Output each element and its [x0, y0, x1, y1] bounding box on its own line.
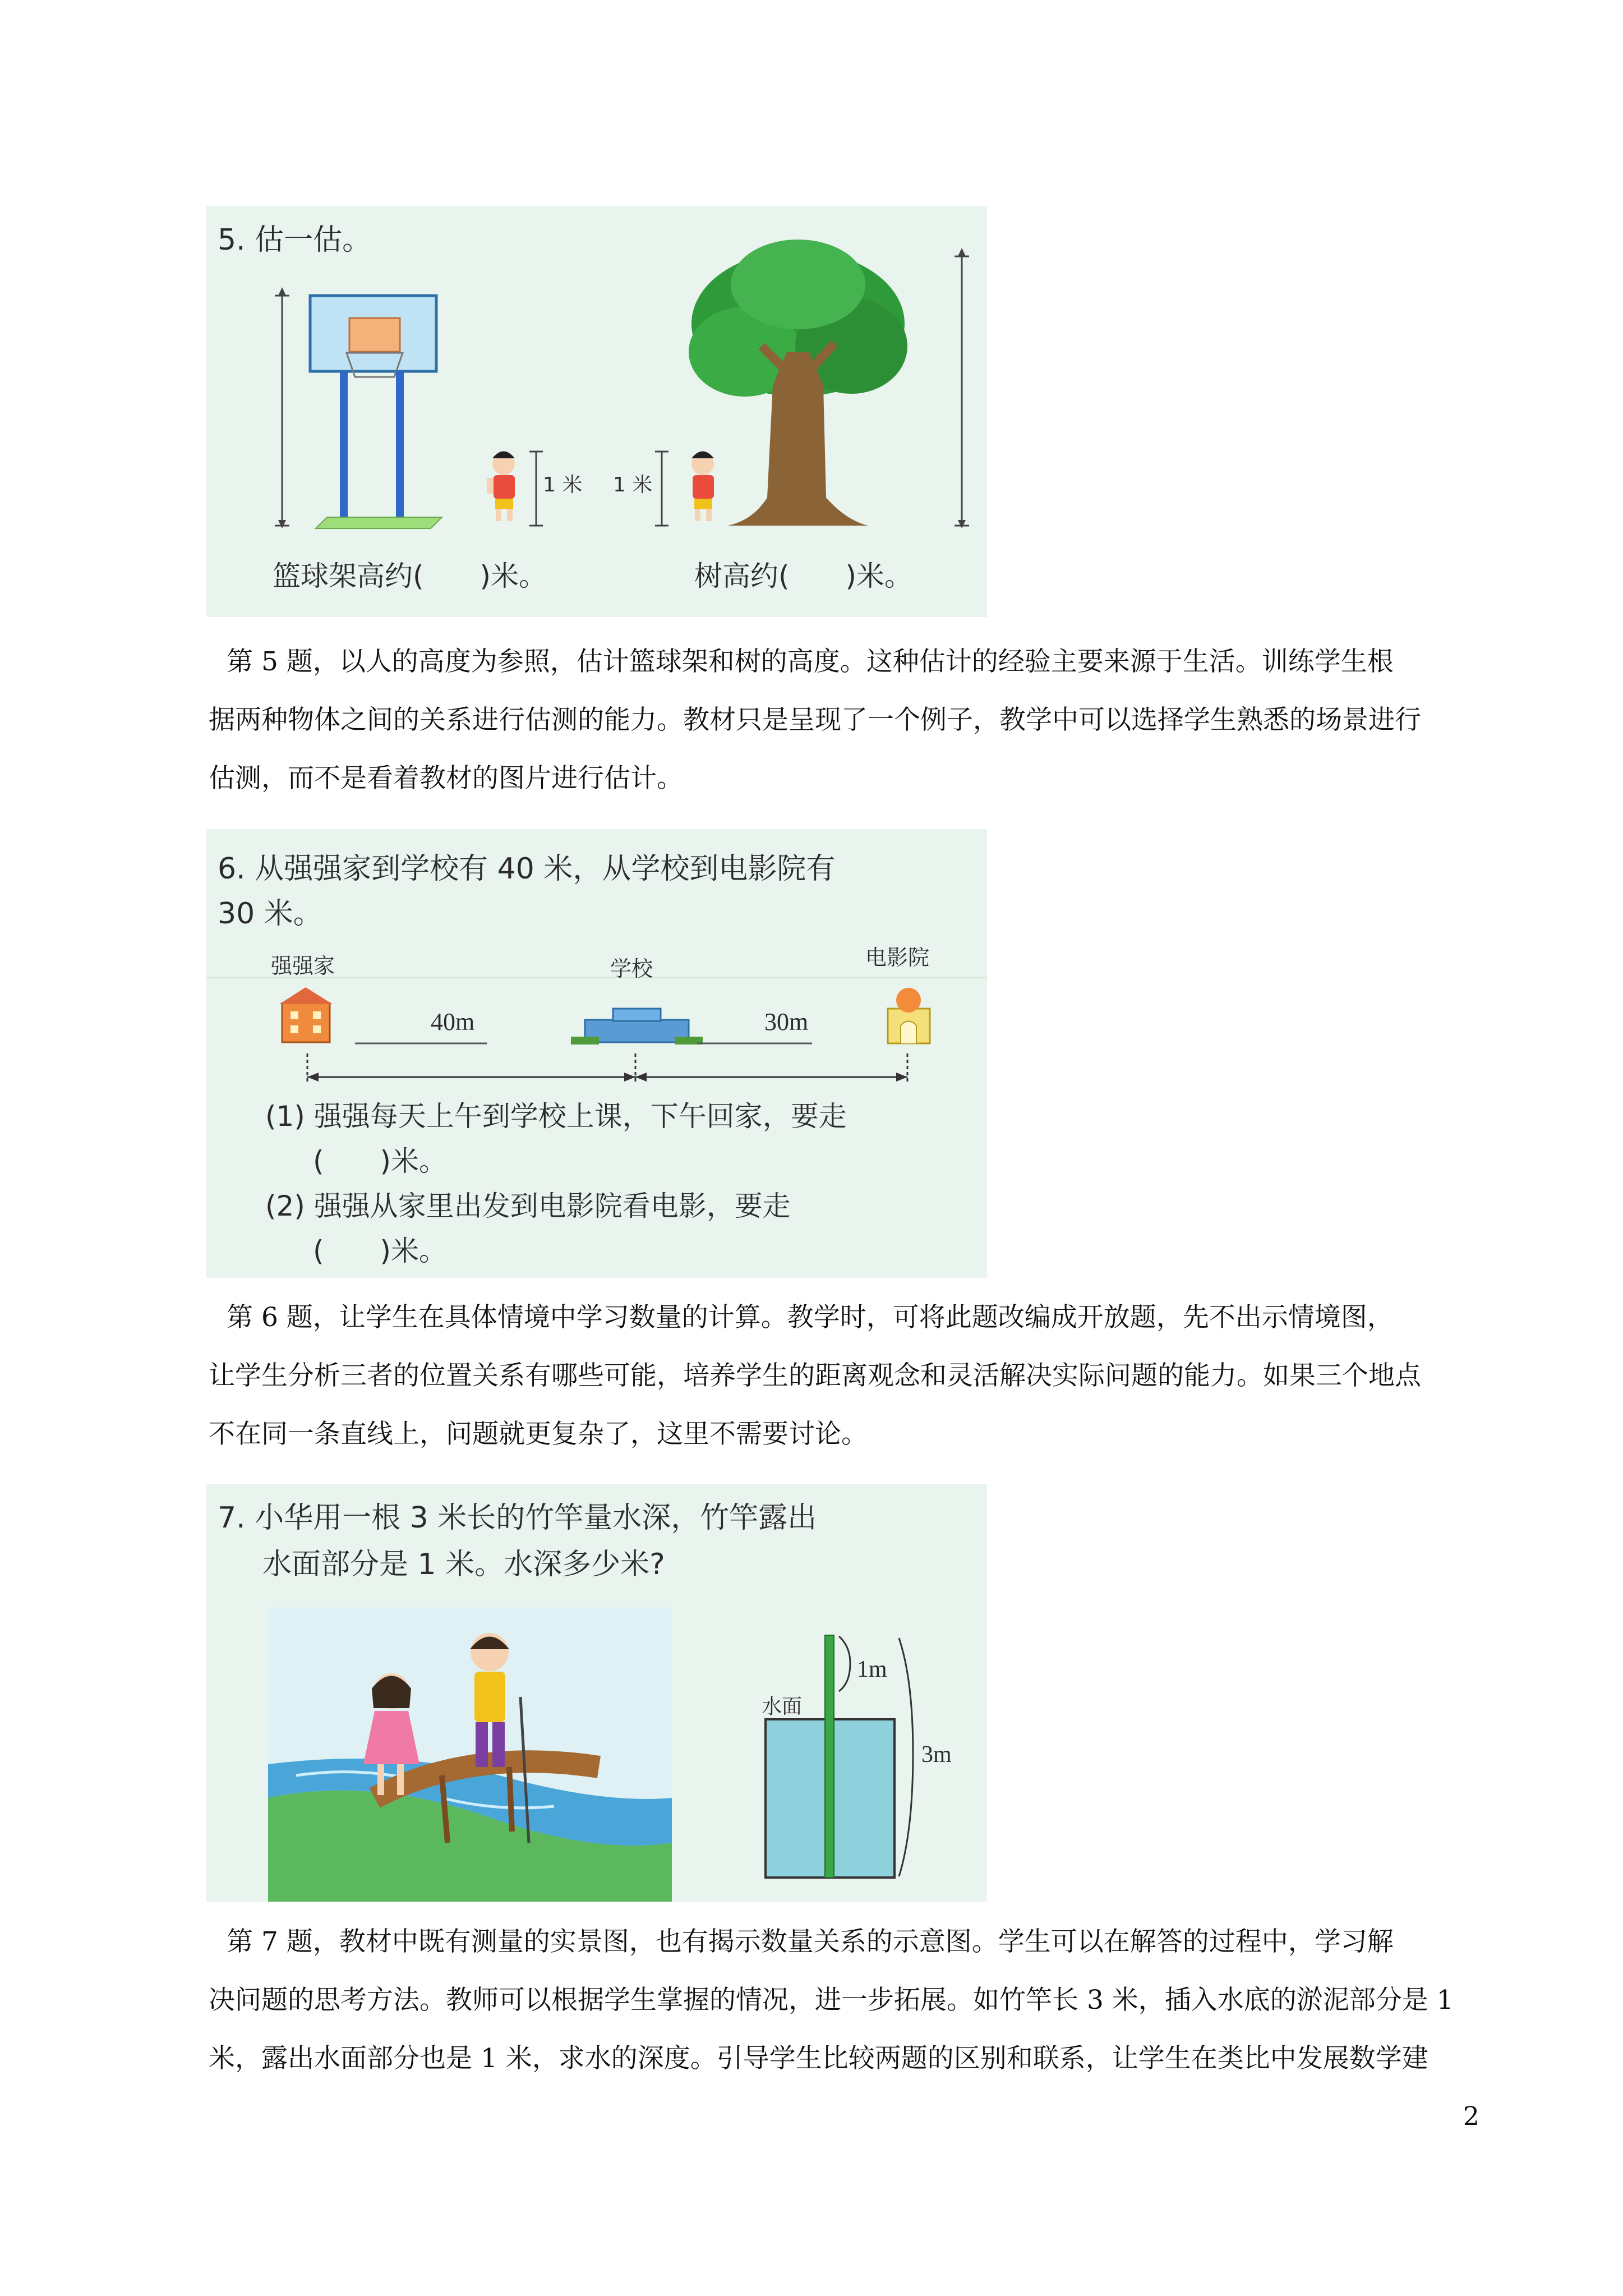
paragraph-line: 估测，而不是看着教材的图片进行估计。: [209, 763, 683, 794]
one-meter-label-b: 1 米: [613, 473, 653, 496]
cinema-label: 电影院: [865, 945, 930, 970]
tree-height-marker: [955, 248, 969, 528]
question-6-2-line-1: (2) 强强从家里出发到电影院看电影，要走: [265, 1190, 791, 1222]
hoop-height-question: 篮球架高约( )米。: [273, 560, 547, 592]
tree-height-question: 树高约( )米。: [694, 560, 913, 592]
pole-total-length-label: 3m: [921, 1742, 952, 1768]
bridge-scene: [268, 1607, 672, 1902]
paragraph-line: 不在同一条直线上，问题就更复杂了，这里不需要讨论。: [209, 1419, 868, 1450]
figure-5-title: 5. 估一估。: [218, 223, 372, 257]
paragraph-question-7: [209, 1913, 1487, 2088]
figure-6-title-line-2: 30 米。: [218, 897, 322, 931]
paragraph-line: 据两种物体之间的关系进行估测的能力。教材只是呈现了一个例子，教学中可以选择学生熟悉的场景进行: [209, 705, 1421, 735]
water-surface-label: 水面: [762, 1695, 803, 1718]
boy-figure: [691, 452, 714, 522]
figure-5-illustration: [206, 206, 987, 617]
pole-above-water-label: 1m: [857, 1657, 887, 1682]
water-depth-diagram: [766, 1635, 913, 1878]
question-6-1-line-1: (1) 强强每天上午到学校上课，下午回家，要走: [265, 1100, 847, 1133]
one-meter-label-a: 1 米: [543, 473, 583, 496]
distance-dimension-line: [307, 1053, 907, 1084]
basketball-hoop: [275, 287, 442, 528]
figure-7-title-line-2: 水面部分是 1 米。水深多少米?: [262, 1548, 665, 1581]
paragraph-line: 第 6 题，让学生在具体情境中学习数量的计算。教学时，可将此题改编成开放题，先不出示情境图，: [227, 1302, 1394, 1333]
figure-7-illustration: [206, 1484, 987, 1902]
paragraph-question-5: [209, 633, 1487, 808]
one-meter-marker-b: [655, 452, 668, 526]
home-building: [279, 987, 333, 1042]
question-6-2-line-2: ( )米。: [313, 1235, 448, 1267]
figure-7-title-line-1: 7. 小华用一根 3 米长的竹竿量水深，竹竿露出: [218, 1501, 817, 1535]
boy-figure: [487, 452, 515, 522]
page-number: 2: [1463, 2101, 1479, 2131]
question-6-1-line-2: ( )米。: [313, 1145, 448, 1177]
figure-6-title-line-1: 6. 从强强家到学校有 40 米，从学校到电影院有: [218, 852, 836, 886]
school-building: [571, 1009, 703, 1045]
distance-label-40m: 40m: [431, 1008, 475, 1036]
paragraph-line: 米，露出水面部分也是 1 米，求水的深度。引导学生比较两题的区别和联系，让学生在类比中发展数学建: [209, 2043, 1428, 2074]
figure-7-water-depth: [206, 1484, 987, 1902]
figure-5-estimate: [206, 206, 987, 617]
school-label: 学校: [610, 956, 653, 981]
figure-6-distance: [206, 829, 987, 1278]
paragraph-line: 决问题的思考方法。教师可以根据学生掌握的情况，进一步拓展。如竹竿长 3 米，插入水底的淤泥部分是 1: [209, 1985, 1454, 2016]
paragraph-question-6: [209, 1289, 1487, 1464]
home-label: 强强家: [271, 954, 335, 978]
paragraph-line: 第 5 题，以人的高度为参照，估计篮球架和树的高度。这种估计的经验主要来源于生活。训练学生根: [227, 646, 1394, 677]
distance-label-30m: 30m: [764, 1008, 809, 1036]
one-meter-marker-a: [529, 452, 543, 526]
paragraph-line: 第 7 题，教材中既有测量的实景图，也有揭示数量关系的示意图。学生可以在解答的过程中，学习解: [227, 1926, 1394, 1957]
cinema-building: [888, 988, 930, 1043]
tree: [689, 240, 907, 526]
paragraph-line: 让学生分析三者的位置关系有哪些可能，培养学生的距离观念和灵活解决实际问题的能力。如果三个地点: [209, 1360, 1421, 1391]
